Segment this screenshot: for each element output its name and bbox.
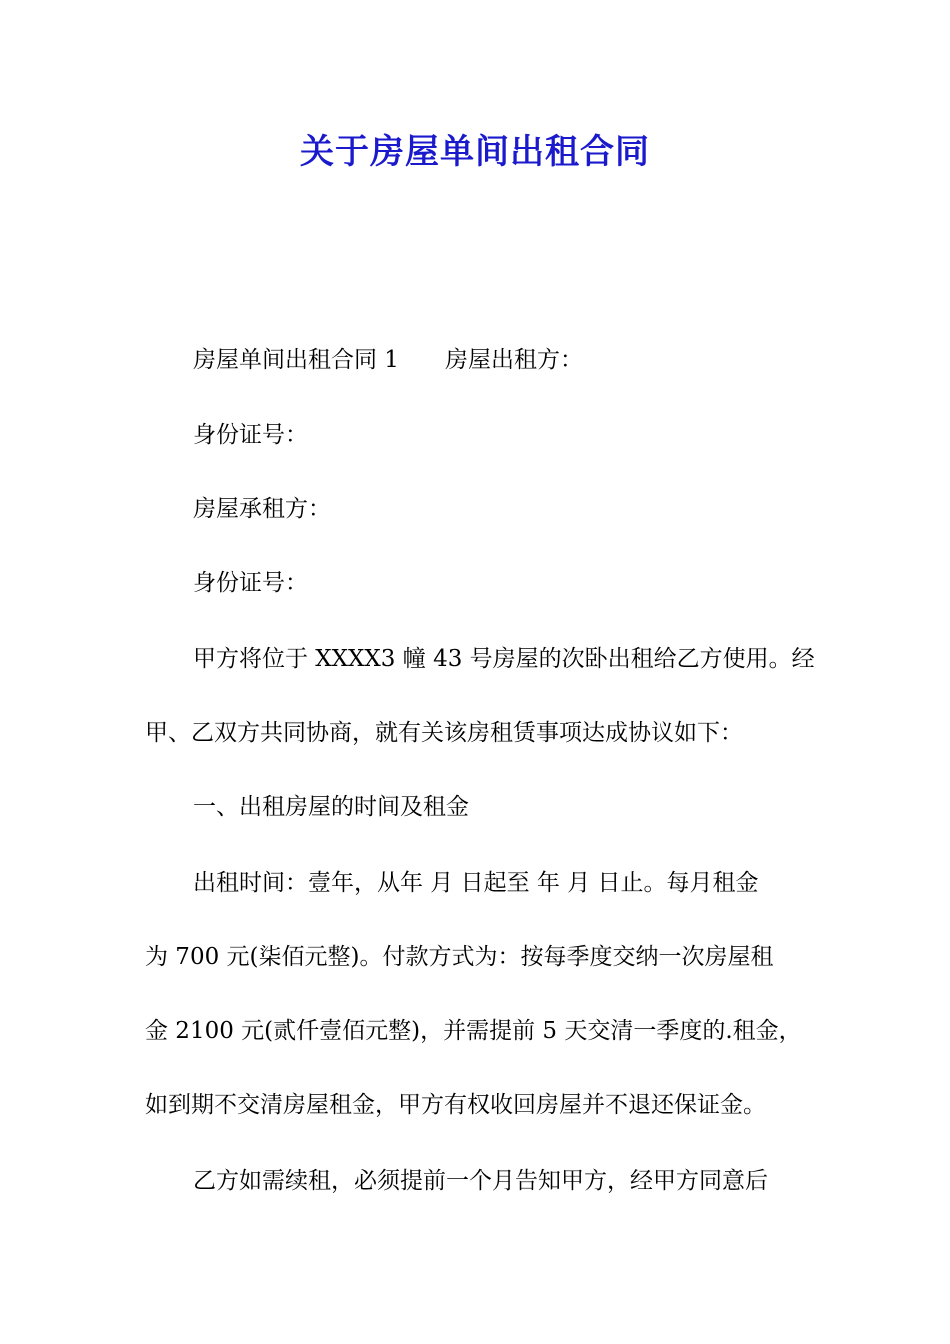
paragraph-contract-heading [193,345,813,375]
paragraph-tenant-id: 身份证号： [193,570,308,596]
paragraph-rent-line-4: 如到期不交清房屋租金，甲方有权收回房屋并不退还保证金。 [145,1092,766,1118]
paragraph-rent-line-2: 为 700 元(柒佰元整)。付款方式为：按每季度交纳一次房屋租 [145,944,774,970]
paragraph-landlord-id: 身份证号： [193,422,308,448]
landlord-label: 房屋出租方： [444,347,583,373]
section-heading-term-and-rent: 一、出租房屋的时间及租金 [193,794,469,820]
paragraph-rent-line-3: 金 2100 元(贰仟壹佰元整)，并需提前 5 天交清一季度的.租金， [145,1018,802,1044]
paragraph-premises-line-1: 甲方将位于 XXXX3 幢 43 号房屋的次卧出租给乙方使用。经 [193,646,815,672]
paragraph-renewal-line-1: 乙方如需续租，必须提前一个月告知甲方，经甲方同意后 [193,1168,768,1194]
paragraph-tenant: 房屋承租方： [193,496,331,522]
paragraph-premises-line-2: 甲、乙双方共同协商，就有关该房租赁事项达成协议如下： [145,720,743,746]
contract-number-label: 房屋单间出租合同 1 [193,347,399,373]
paragraph-rent-line-1: 出租时间：壹年，从年 月 日起至 年 月 日止。每月租金 [193,870,759,896]
document-title: 关于房屋单间出租合同 [300,132,650,172]
